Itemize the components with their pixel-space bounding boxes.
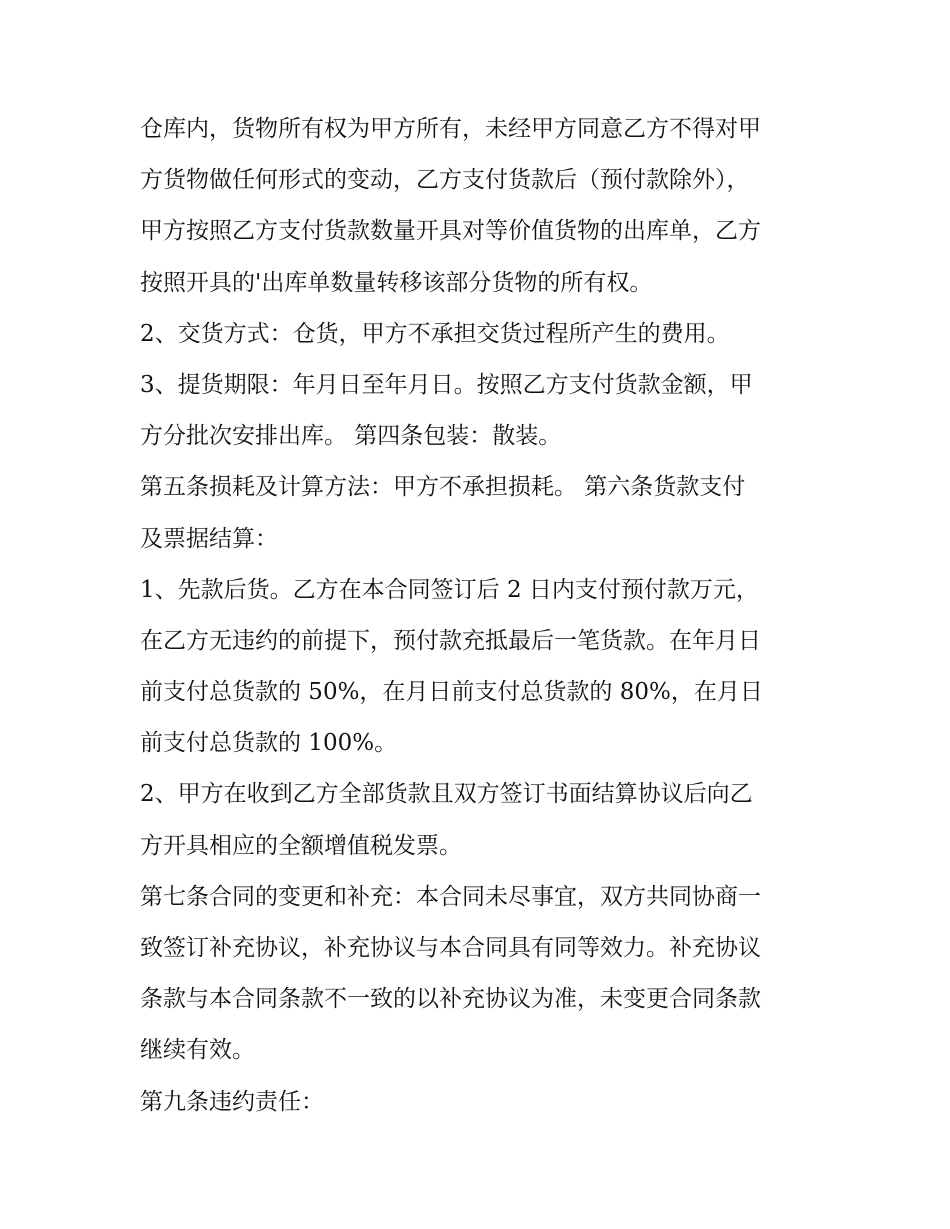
text-line-9: 及票据结算： xyxy=(140,525,278,552)
text-line-2: 方货物做任何形式的变动，乙方支付货款后（预付款除外）， xyxy=(140,167,750,194)
text-line-19: 继续有效。 xyxy=(140,1037,255,1064)
text-line-18: 条款与本合同条款不一致的以补充协议为准，未变更合同条款 xyxy=(140,986,761,1013)
text-line-10: 1、先款后货。乙方在本合同签订后 2 日内支付预付款万元， xyxy=(140,576,759,603)
text-line-3: 甲方按照乙方支付货款数量开具对等价值货物的出库单，乙方 xyxy=(140,218,761,245)
text-line-4: 按照开具的'出库单数量转移该部分货物的所有权。 xyxy=(140,269,653,296)
text-line-1: 仓库内，货物所有权为甲方所有，未经甲方同意乙方不得对甲 xyxy=(140,116,761,142)
text-line-11: 在乙方无违约的前提下，预付款充抵最后一笔货款。在年月日 xyxy=(140,627,761,654)
contract-text xyxy=(140,104,820,1128)
text-line-17: 致签订补充协议，补充协议与本合同具有同等效力。补充协议 xyxy=(140,935,761,961)
text-line-5: 2、交货方式：仓货，甲方不承担交货过程所产生的费用。 xyxy=(140,320,730,347)
text-line-20: 第九条违约责任： xyxy=(140,1088,324,1115)
text-line-15: 方开具相应的全额增值税发票。 xyxy=(140,832,462,859)
text-line-14: 2、甲方在收到乙方全部货款且双方签订书面结算协议后向乙 xyxy=(140,781,753,808)
text-line-7: 方分批次安排出库。 第四条包装：散装。 xyxy=(140,423,562,450)
text-line-8: 第五条损耗及计算方法：甲方不承担损耗。 第六条货款支付 xyxy=(140,474,746,501)
text-line-16: 第七条合同的变更和补充：本合同未尽事宜，双方共同协商一 xyxy=(140,883,761,910)
text-line-6: 3、提货期限：年月日至年月日。按照乙方支付货款金额，甲 xyxy=(140,371,753,398)
text-line-12: 前支付总货款的 50%，在月日前支付总货款的 80%，在月日 xyxy=(140,679,763,706)
text-line-13: 前支付总货款的 100%。 xyxy=(140,730,398,757)
